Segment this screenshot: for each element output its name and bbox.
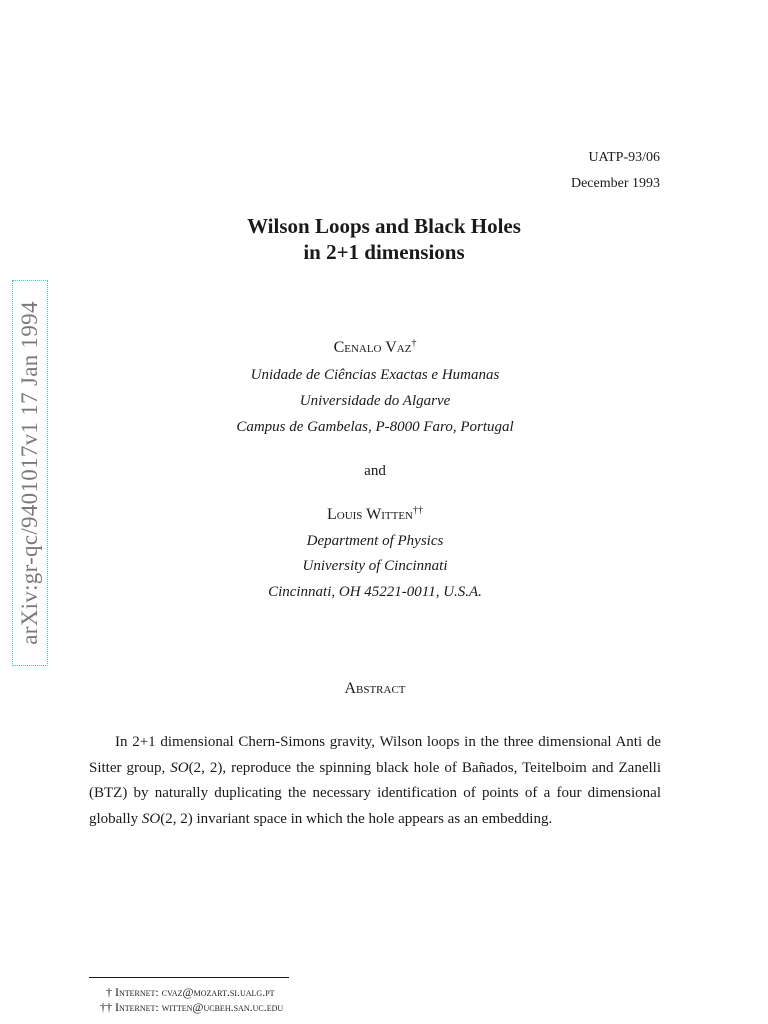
abstract-text-3: invariant space in which the hole appears as an embedding. bbox=[192, 810, 553, 827]
author-2-affiliation-line-3: Cincinnati, OH 45221-0011, U.S.A. bbox=[268, 584, 482, 600]
footnote-divider bbox=[89, 977, 289, 978]
report-number: UATP-93/06 bbox=[588, 150, 660, 165]
footnote-2-mark: †† bbox=[100, 1000, 112, 1014]
author-2 bbox=[0, 505, 750, 524]
author-1-footnote-mark: † bbox=[411, 338, 417, 349]
author-1-affiliation-line-1: Unidade de Ciências Exactas e Humanas bbox=[250, 367, 500, 383]
author-1-affiliation-line-2: Universidade do Algarve bbox=[299, 393, 451, 409]
arxiv-identifier: arXiv:gr-qc/9401017v1 17 Jan 1994 bbox=[17, 301, 42, 645]
author-1-name: Cenalo Vaz bbox=[333, 339, 412, 356]
footnote-2-label: Internet: bbox=[115, 1000, 159, 1014]
footnote-1 bbox=[106, 985, 275, 1000]
report-date: December 1993 bbox=[570, 176, 660, 191]
footnote-1-label: Internet: bbox=[115, 985, 159, 999]
author-1-affiliation-line-3: Campus de Gambelas, P-8000 Faro, Portugal bbox=[236, 419, 514, 435]
abstract-math-1: SO bbox=[170, 759, 189, 776]
paper-title-line-2: in 2+1 dimensions bbox=[303, 240, 465, 264]
footnote-2 bbox=[100, 1000, 283, 1015]
author-1 bbox=[0, 338, 750, 357]
footnote-1-mark: † bbox=[106, 985, 112, 999]
abstract-math-2: SO bbox=[141, 810, 161, 827]
footnote-2-email: witten@ucbeh.san.uc.edu bbox=[161, 1000, 284, 1014]
paper-title-line-1: Wilson Loops and Black Holes bbox=[247, 214, 521, 238]
abstract-text-1: In 2+1 dimensional Chern-Simons gravity, Wilson loops in the three dimensional Anti de Sitter group, bbox=[89, 734, 661, 776]
abstract-text-2: , reproduce the spinning black hole of Bañados, Teitelboim and Zanelli (BTZ) by naturally duplicating the necessary identification of points of a four dimensional globally bbox=[89, 759, 661, 827]
author-connector: and bbox=[364, 463, 386, 479]
footnote-1-email: cvaz@mozart.si.ualg.pt bbox=[161, 985, 275, 999]
abstract-heading: Abstract bbox=[344, 680, 406, 697]
author-2-footnote-mark: †† bbox=[413, 505, 424, 516]
author-2-name: Louis Witten bbox=[326, 506, 414, 523]
abstract-math-2-args: (2, 2) bbox=[160, 810, 193, 827]
author-2-affiliation-line-1: Department of Physics bbox=[306, 533, 444, 549]
abstract-math-1-args: (2, 2) bbox=[188, 759, 223, 776]
author-2-affiliation-line-2: University of Cincinnati bbox=[302, 558, 448, 574]
abstract-body bbox=[89, 730, 661, 832]
